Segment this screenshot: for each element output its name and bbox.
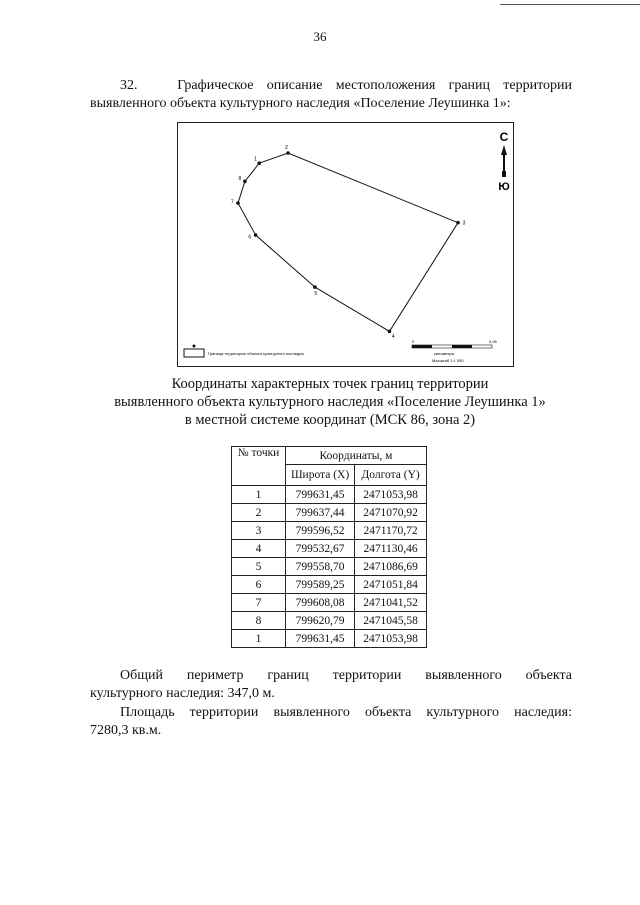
area-paragraph <box>90 704 572 740</box>
perimeter-line1 <box>90 667 572 685</box>
scale-right-label: 0,06 <box>489 339 497 344</box>
boundary-point-label: 4 <box>391 334 395 341</box>
section-number: 32. <box>120 78 138 93</box>
cell-y: 2471053,98 <box>355 486 427 504</box>
cell-y: 2471053,98 <box>355 630 427 648</box>
cell-x: 799608,08 <box>285 594 354 612</box>
boundary-point <box>243 180 247 184</box>
cell-x: 799589,25 <box>285 576 354 594</box>
boundary-point <box>313 285 317 289</box>
section-heading <box>90 77 572 113</box>
boundary-point <box>236 201 240 205</box>
boundary-point <box>254 233 258 237</box>
coords-title-line1: Координаты характерных точек границ территории <box>171 376 489 392</box>
boundary-point-label: 6 <box>248 234 252 241</box>
table-row <box>232 522 427 540</box>
cell-x: 799558,70 <box>285 558 354 576</box>
perimeter-paragraph <box>90 667 572 703</box>
cell-point: 2 <box>232 504 286 522</box>
legend-text: Граница территории объекта культурного наследия <box>208 351 304 356</box>
cell-x: 799637,44 <box>285 504 354 522</box>
cell-point: 8 <box>232 612 286 630</box>
scale-bar-seg1 <box>412 345 432 348</box>
table-row <box>232 594 427 612</box>
coords-title-line3: в местной системе координат (МСК 86, зона 2) <box>184 412 476 428</box>
cell-point: 7 <box>232 594 286 612</box>
table-row <box>232 630 427 648</box>
cell-x: 799631,45 <box>285 486 354 504</box>
area-line2: 7280,3 кв.м. <box>90 723 162 738</box>
coordinates-table <box>231 446 427 648</box>
table-row <box>232 486 427 504</box>
cell-y: 2471041,52 <box>355 594 427 612</box>
cell-point: 1 <box>232 630 286 648</box>
cell-y: 2471051,84 <box>355 576 427 594</box>
table-row <box>232 576 427 594</box>
north-arrow-tail <box>502 171 506 177</box>
boundary-polygon-layer <box>238 153 458 331</box>
map-legend <box>184 345 304 358</box>
boundary-point <box>257 161 261 165</box>
col-header-x: Широта (X) <box>285 465 354 486</box>
scale-bar <box>412 339 498 363</box>
table-row <box>232 558 427 576</box>
scale-left-label: 0 <box>412 339 415 344</box>
table-row <box>232 612 427 630</box>
top-rule <box>500 4 640 5</box>
area-text-line1: Площадь территории выявленного объекта культурного наследия: <box>120 705 572 720</box>
legend-point-icon <box>193 345 196 348</box>
north-label: С <box>499 130 509 144</box>
coords-title <box>0 375 640 429</box>
cell-point: 1 <box>232 486 286 504</box>
cell-point: 5 <box>232 558 286 576</box>
cell-point: 3 <box>232 522 286 540</box>
north-arrow <box>498 130 509 193</box>
boundary-map <box>177 122 514 367</box>
boundary-point-label: 1 <box>254 156 257 163</box>
area-line1 <box>90 704 572 722</box>
boundary-point-label: 7 <box>230 199 234 206</box>
scale-text: Масштаб 1:1 000 <box>432 358 464 363</box>
map-canvas <box>178 123 515 368</box>
boundary-point <box>456 221 460 225</box>
cell-y: 2471070,92 <box>355 504 427 522</box>
col-header-coords: Координаты, м <box>285 447 426 465</box>
table-row <box>232 504 427 522</box>
cell-x: 799631,45 <box>285 630 354 648</box>
boundary-point-label: 3 <box>462 220 466 227</box>
scale-bar-seg2 <box>452 345 472 348</box>
cell-point: 6 <box>232 576 286 594</box>
page-number: 36 <box>313 29 327 44</box>
cell-y: 2471170,72 <box>355 522 427 540</box>
boundary-points-layer <box>231 145 466 340</box>
boundary-point-label: 2 <box>285 145 288 152</box>
section-text-line1: Графическое описание местоположения границ территории <box>177 78 573 93</box>
boundary-polygon <box>238 153 458 331</box>
section-heading-line1 <box>90 77 572 95</box>
table-row <box>232 540 427 558</box>
section-text-line2: выявленного объекта культурного наследия «Поселение Леушинка 1»: <box>90 96 511 111</box>
perimeter-line2: культурного наследия: 347,0 м. <box>90 686 275 701</box>
cell-y: 2471130,46 <box>355 540 427 558</box>
perimeter-text-line1: Общий периметр границ территории выявленного объекта <box>120 668 572 683</box>
boundary-point <box>388 330 392 334</box>
cell-point: 4 <box>232 540 286 558</box>
col-header-point: № точки <box>232 447 286 486</box>
legend-swatch <box>184 349 204 357</box>
south-label: Ю <box>498 181 510 193</box>
col-header-y: Долгота (Y) <box>355 465 427 486</box>
cell-y: 2471086,69 <box>355 558 427 576</box>
boundary-point-label: 8 <box>238 176 242 183</box>
coords-title-line2: выявленного объекта культурного наследия «Поселение Леушинка 1» <box>114 394 546 410</box>
boundary-point-label: 5 <box>314 291 318 298</box>
cell-x: 799596,52 <box>285 522 354 540</box>
boundary-point <box>286 151 290 155</box>
cell-x: 799532,67 <box>285 540 354 558</box>
cell-y: 2471045,58 <box>355 612 427 630</box>
scale-units: километры <box>434 351 455 356</box>
cell-x: 799620,79 <box>285 612 354 630</box>
